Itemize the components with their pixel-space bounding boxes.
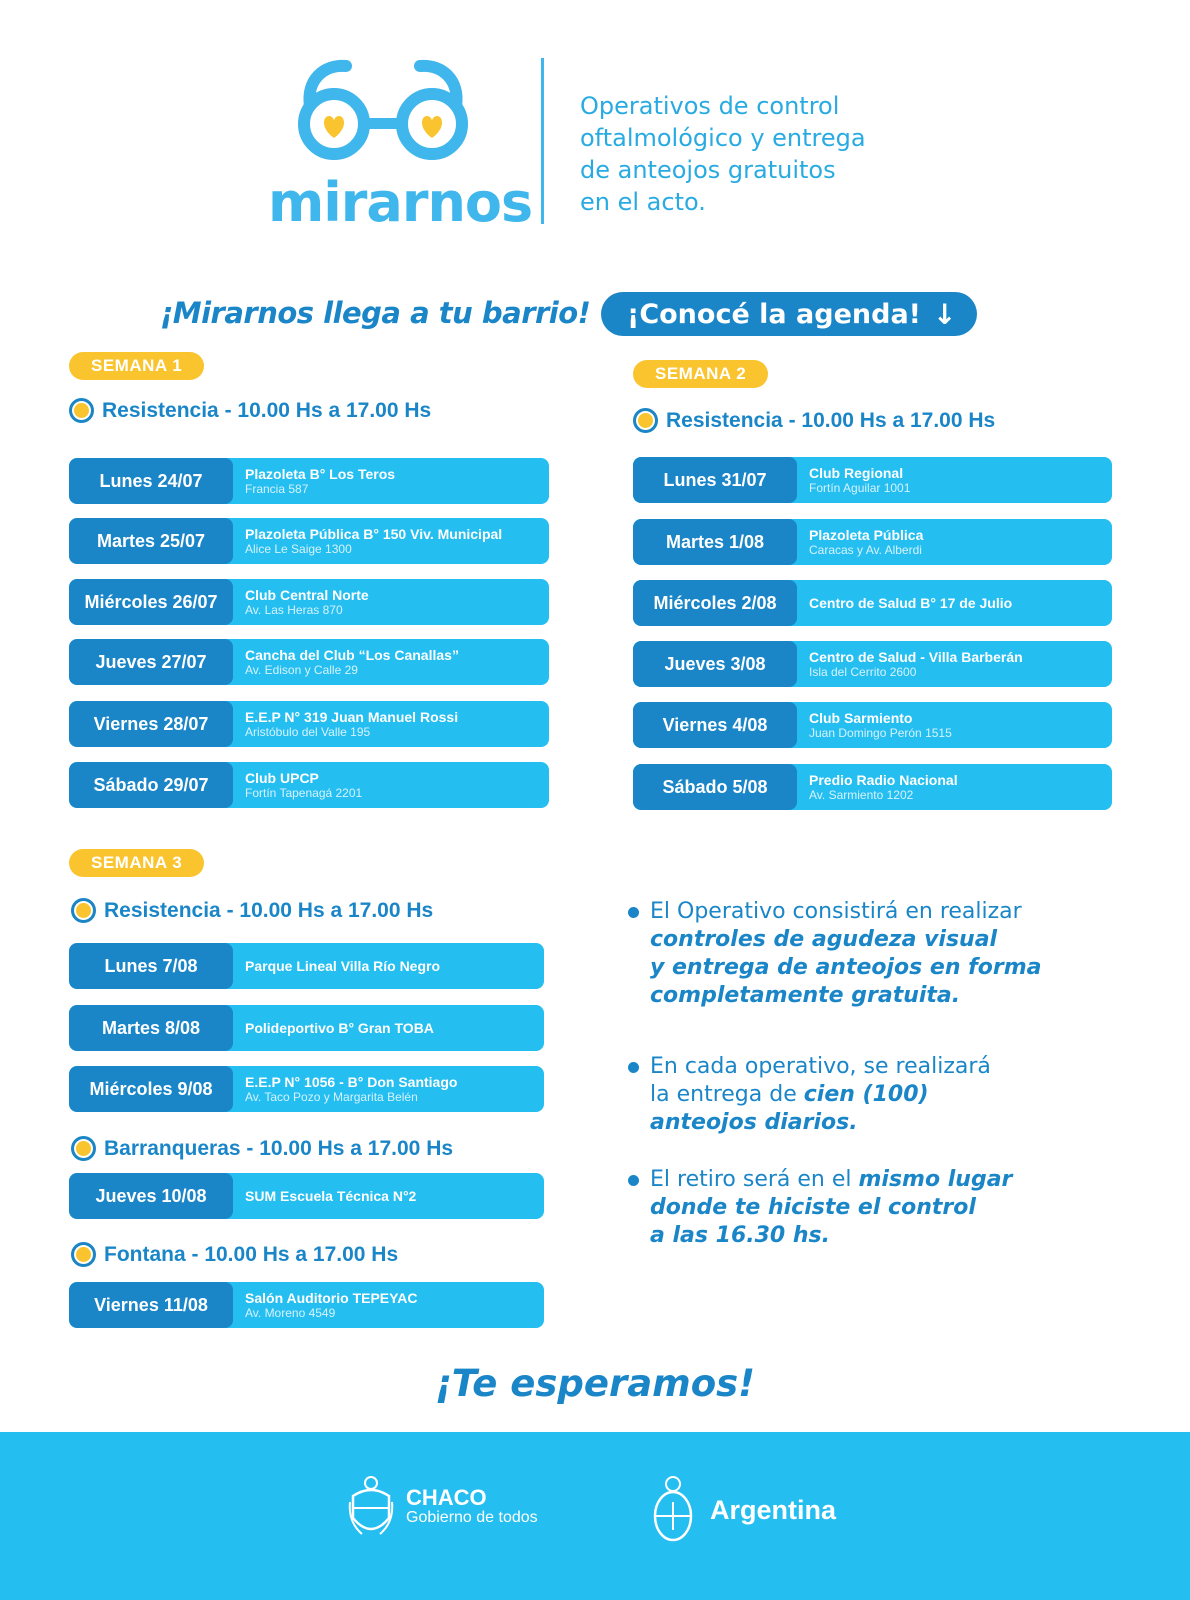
place-address: Caracas y Av. Alberdi — [809, 543, 922, 557]
row-day: Viernes 28/07 — [69, 701, 233, 747]
location-dot-icon — [69, 398, 94, 423]
bullet-dot-icon — [628, 1062, 639, 1073]
description-line: oftalmológico y entrega — [580, 124, 866, 152]
argentina-logo — [650, 1474, 836, 1546]
place-name: Centro de Salud B° 17 de Julio — [809, 595, 1013, 611]
place-address: Aristóbulo del Valle 195 — [245, 725, 371, 739]
place-name: Plazoleta B° Los Teros — [245, 466, 396, 482]
place-name: Polideportivo B° Gran TOBA — [245, 1020, 434, 1036]
row-place — [797, 580, 1012, 626]
row-day: Jueves 10/08 — [69, 1173, 233, 1219]
bullet-dot-icon — [628, 907, 639, 918]
header-description — [580, 90, 940, 218]
place-name: Predio Radio Nacional — [809, 772, 958, 788]
closing-message: ¡Te esperamos! — [434, 1362, 756, 1405]
place-name: Club Regional — [809, 465, 904, 481]
row-place — [233, 1282, 417, 1328]
schedule-row — [69, 1173, 544, 1219]
location-dot-icon — [71, 1136, 96, 1161]
schedule-row — [69, 1282, 544, 1328]
schedule-row — [633, 702, 1112, 748]
place-address: Alice Le Saige 1300 — [245, 542, 352, 556]
location-dot-icon — [71, 1242, 96, 1267]
chaco-logo — [348, 1474, 538, 1540]
row-place — [797, 641, 1023, 687]
schedule-row — [69, 1066, 544, 1112]
row-day: Jueves 3/08 — [633, 641, 797, 687]
info-bullet — [628, 898, 1098, 1010]
city-heading — [633, 408, 995, 433]
row-place — [797, 764, 958, 810]
footer-band — [0, 1432, 1190, 1600]
row-place — [797, 457, 910, 503]
schedule-row — [633, 764, 1112, 810]
brand-wordmark: mirarnos — [268, 171, 533, 234]
row-day: Miércoles 9/08 — [69, 1066, 233, 1112]
place-name: Cancha del Club “Los Canallas” — [245, 647, 459, 663]
place-name: Club Central Norte — [245, 587, 369, 603]
schedule-row — [69, 701, 549, 747]
week-badge: SEMANA 1 — [69, 352, 204, 380]
row-day: Jueves 27/07 — [69, 639, 233, 685]
header-divider — [541, 58, 544, 224]
schedule-row — [69, 1005, 544, 1051]
info-bullet — [628, 1053, 1098, 1137]
week-badge: SEMANA 2 — [633, 360, 768, 388]
row-day: Martes 25/07 — [69, 518, 233, 564]
info-emphasis: completamente gratuita. — [650, 983, 961, 1008]
row-place — [797, 519, 923, 565]
mirarnos-logo — [268, 58, 533, 234]
place-name: E.E.P N° 319 Juan Manuel Rossi — [245, 709, 459, 725]
schedule-row — [69, 943, 544, 989]
schedule-row — [69, 458, 549, 504]
row-place — [233, 579, 369, 625]
chaco-subtitle: Gobierno de todos — [406, 1509, 538, 1526]
place-address: Av. Las Heras 870 — [245, 603, 343, 617]
place-address: Av. Sarmiento 1202 — [809, 788, 914, 802]
place-name: Club Sarmiento — [809, 710, 913, 726]
info-emphasis: controles de agudeza visual — [650, 927, 998, 952]
argentina-shield-icon — [650, 1474, 696, 1546]
info-bullet — [628, 1166, 1098, 1250]
info-text: En cada operativo, se realizará — [650, 1054, 991, 1079]
city-heading — [71, 898, 433, 923]
arrow-down-icon: ↓ — [932, 297, 957, 331]
place-name: Parque Lineal Villa Río Negro — [245, 958, 441, 974]
schedule-row — [69, 579, 549, 625]
row-place — [233, 701, 458, 747]
row-place — [233, 458, 395, 504]
schedule-row — [633, 519, 1112, 565]
row-place — [233, 639, 459, 685]
place-address: Av. Edison y Calle 29 — [245, 663, 358, 677]
info-emphasis: anteojos diarios. — [650, 1110, 858, 1135]
row-day: Lunes 31/07 — [633, 457, 797, 503]
row-day: Martes 8/08 — [69, 1005, 233, 1051]
place-name: Centro de Salud - Villa Barberán — [809, 649, 1023, 665]
row-day: Miércoles 26/07 — [69, 579, 233, 625]
row-day: Lunes 7/08 — [69, 943, 233, 989]
city-label: Fontana - 10.00 Hs a 17.00 Hs — [104, 1242, 399, 1266]
description-line: de anteojos gratuitos — [580, 156, 836, 184]
info-emphasis: a las 16.30 hs. — [650, 1223, 831, 1248]
city-label: Barranqueras - 10.00 Hs a 17.00 Hs — [104, 1136, 454, 1160]
row-place — [797, 702, 952, 748]
place-address: Fortín Aguilar 1001 — [809, 481, 911, 495]
place-address: Av. Taco Pozo y Margarita Belén — [245, 1090, 418, 1104]
location-dot-icon — [633, 408, 658, 433]
row-day: Viernes 4/08 — [633, 702, 797, 748]
city-heading — [71, 1136, 453, 1161]
schedule-row — [633, 580, 1112, 626]
city-label: Resistencia - 10.00 Hs a 17.00 Hs — [666, 408, 996, 432]
row-place — [233, 518, 502, 564]
row-day: Martes 1/08 — [633, 519, 797, 565]
info-text: El Operativo consistirá en realizar — [650, 899, 1022, 924]
glasses-heart-icon — [298, 58, 468, 168]
place-name: Salón Auditorio TEPEYAC — [245, 1290, 418, 1306]
week-badge: SEMANA 3 — [69, 849, 204, 877]
city-heading — [71, 1242, 398, 1267]
row-place — [233, 1173, 416, 1219]
schedule-row — [633, 641, 1112, 687]
tagline: ¡Mirarnos llega a tu barrio! — [160, 296, 591, 330]
bullet-dot-icon — [628, 1175, 639, 1186]
place-address: Juan Domingo Perón 1515 — [809, 726, 952, 740]
agenda-button[interactable] — [601, 292, 977, 336]
info-emphasis: donde te hiciste el control — [650, 1195, 976, 1220]
schedule-row — [69, 518, 549, 564]
schedule-row — [69, 639, 549, 685]
description-line: Operativos de control — [580, 92, 840, 120]
place-address: Isla del Cerrito 2600 — [809, 665, 917, 679]
description-line: en el acto. — [580, 188, 706, 216]
place-name: E.E.P N° 1056 - B° Don Santiago — [245, 1074, 458, 1090]
place-name: Plazoleta Pública — [809, 527, 924, 543]
place-name: Plazoleta Pública B° 150 Viv. Municipal — [245, 526, 503, 542]
row-day: Sábado 29/07 — [69, 762, 233, 808]
argentina-label: Argentina — [710, 1494, 837, 1525]
info-emphasis: cien (100) — [803, 1082, 929, 1107]
chaco-title: CHACO — [406, 1485, 487, 1510]
agenda-button-label: ¡Conocé la agenda! — [627, 298, 921, 330]
row-day: Miércoles 2/08 — [633, 580, 797, 626]
row-place — [233, 943, 440, 989]
info-emphasis: y entrega de anteojos en forma — [650, 955, 1042, 980]
place-address: Av. Moreno 4549 — [245, 1306, 336, 1320]
row-day: Sábado 5/08 — [633, 764, 797, 810]
place-address: Fortín Tapenagá 2201 — [245, 786, 363, 800]
city-label: Resistencia - 10.00 Hs a 17.00 Hs — [102, 398, 432, 422]
place-name: Club UPCP — [245, 770, 319, 786]
row-place — [233, 1066, 457, 1112]
row-place — [233, 1005, 434, 1051]
schedule-row — [69, 762, 549, 808]
info-emphasis: mismo lugar — [858, 1167, 1013, 1192]
schedule-row — [633, 457, 1112, 503]
row-day: Lunes 24/07 — [69, 458, 233, 504]
place-name: SUM Escuela Técnica N°2 — [245, 1188, 417, 1204]
place-address: Francia 587 — [245, 482, 309, 496]
city-heading — [69, 398, 431, 423]
info-text: El retiro será en el — [650, 1167, 852, 1192]
city-label: Resistencia - 10.00 Hs a 17.00 Hs — [104, 898, 434, 922]
info-text: la entrega de — [650, 1082, 797, 1107]
chaco-shield-icon — [348, 1474, 394, 1540]
location-dot-icon — [71, 898, 96, 923]
row-day: Viernes 11/08 — [69, 1282, 233, 1328]
row-place — [233, 762, 362, 808]
